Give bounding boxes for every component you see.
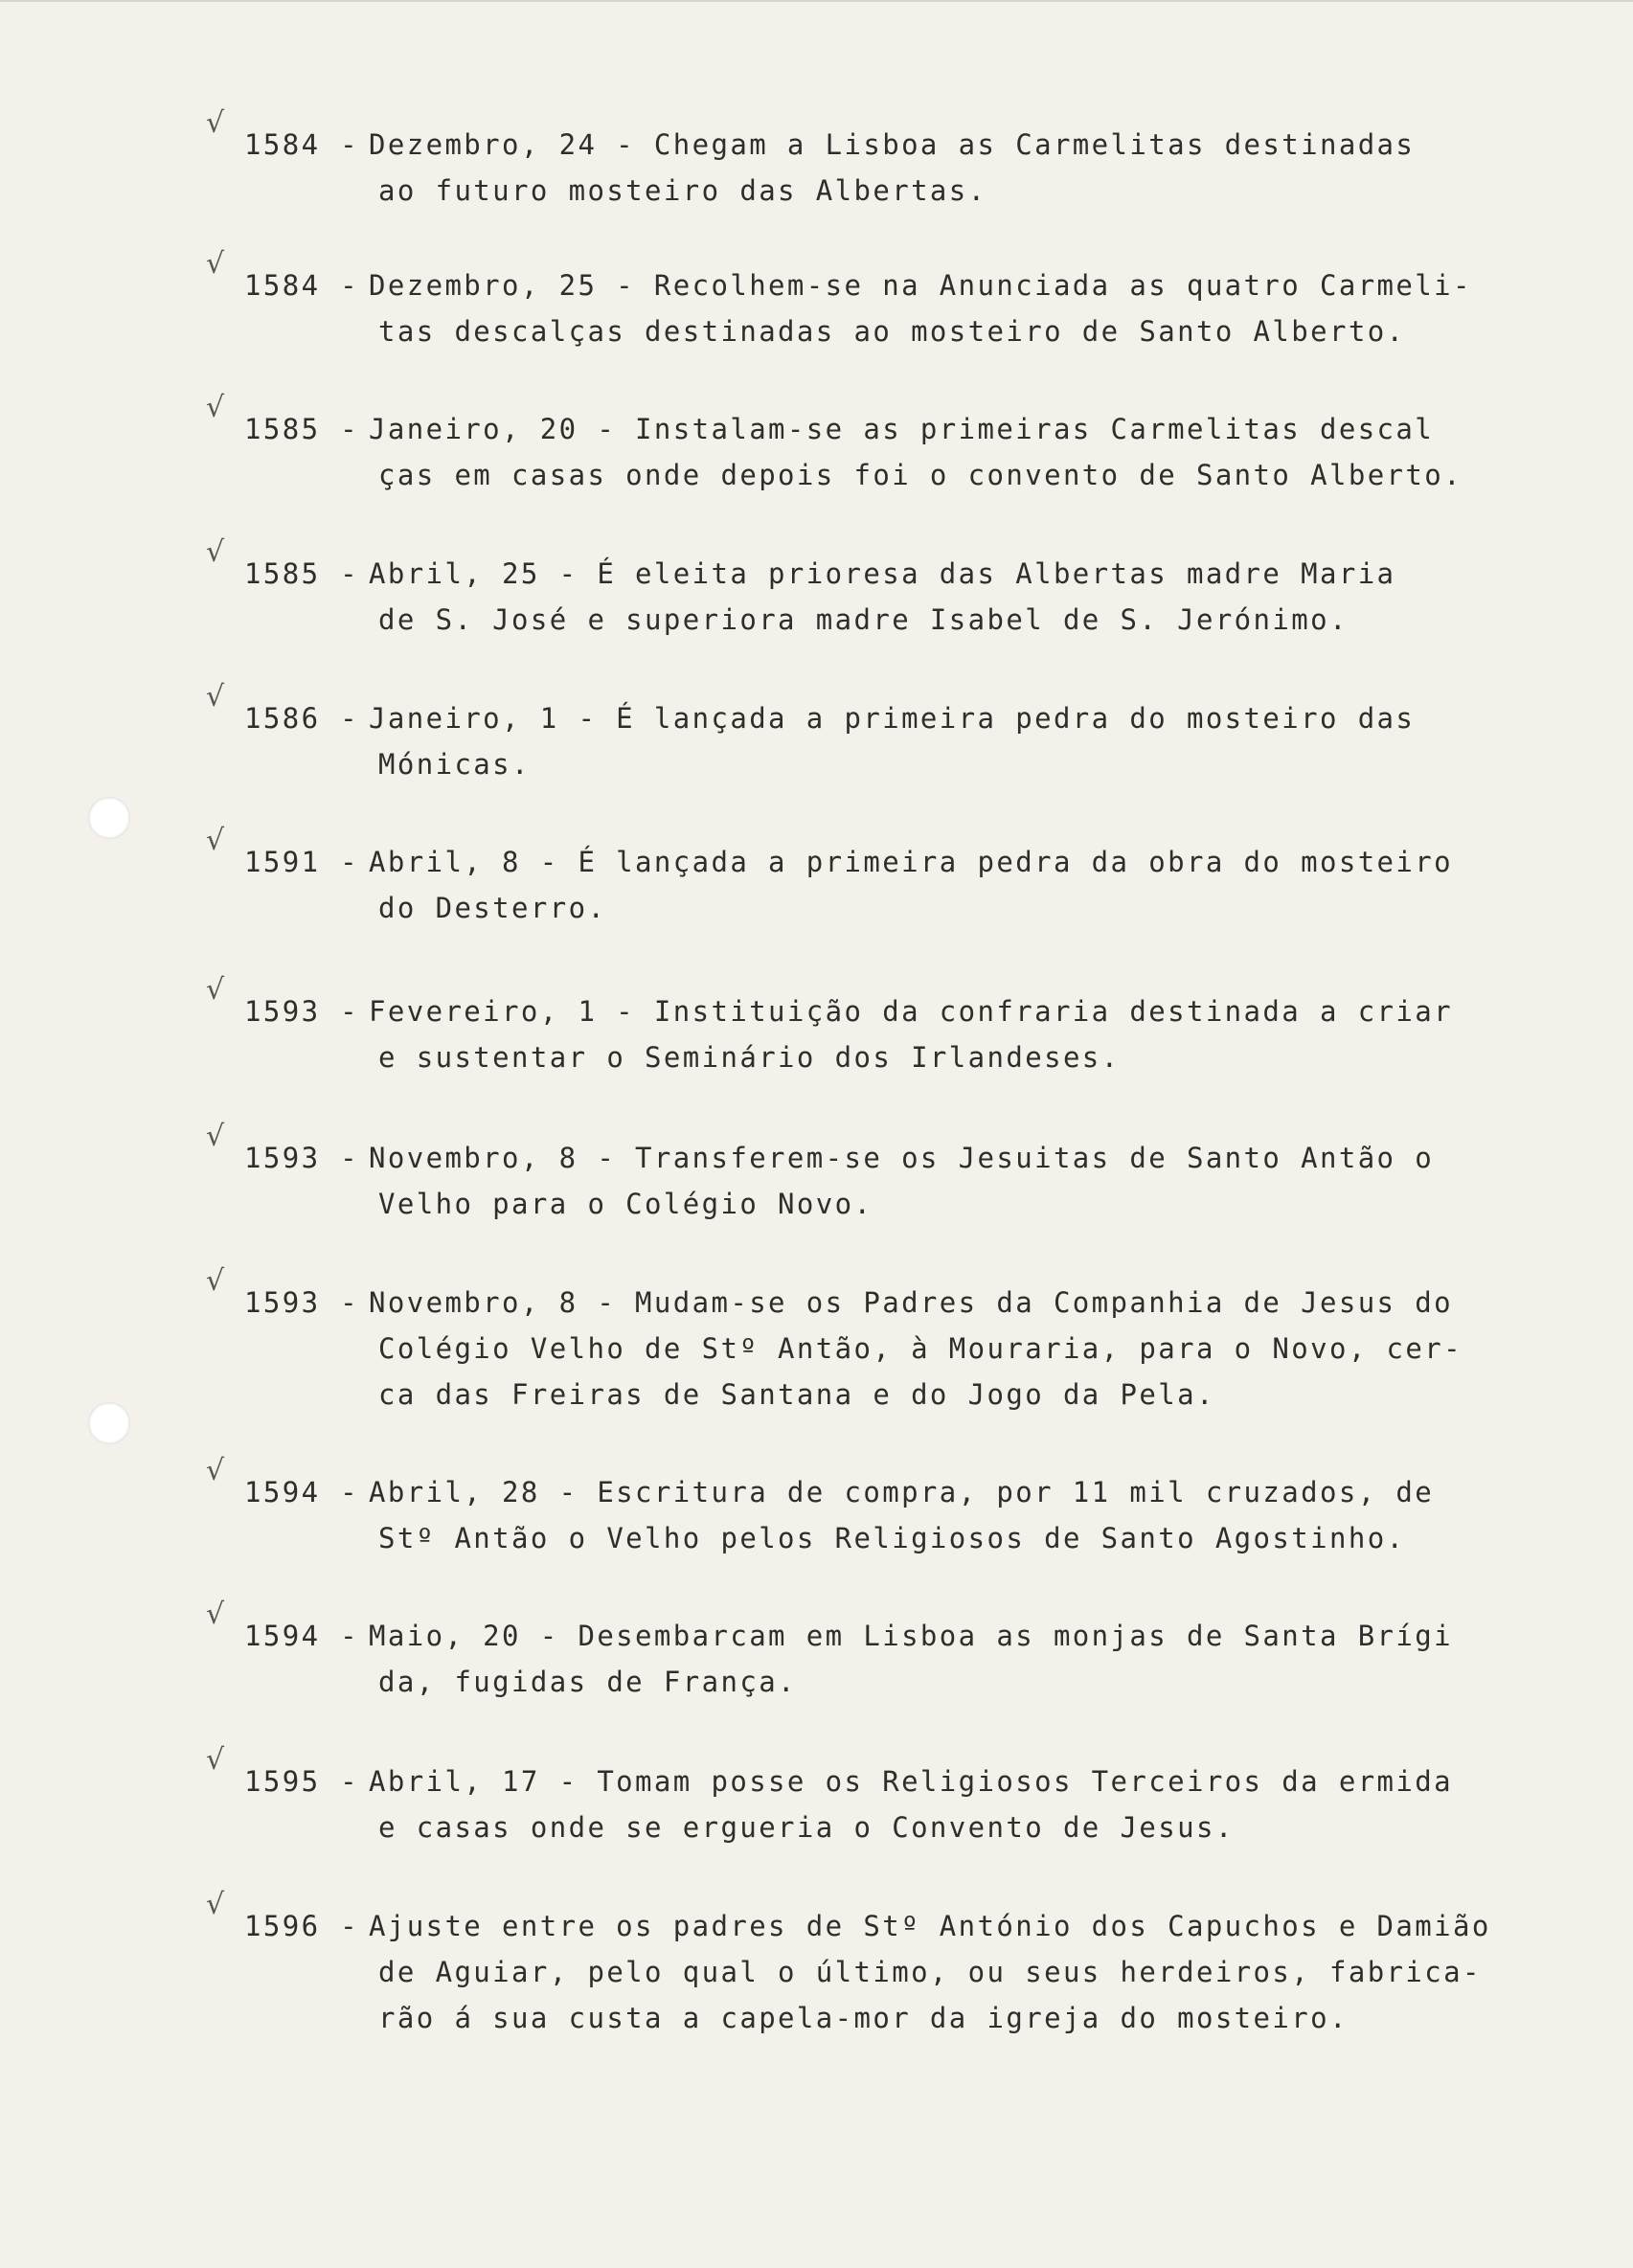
- entry-year: 1595: [244, 1765, 321, 1798]
- entry-text-line: Abril, 28 - Escritura de compra, por 11 mil cruzados, de: [369, 1476, 1435, 1508]
- entry-text-line: Abril, 17 - Tomam posse os Religiosos Terceiros da ermida: [369, 1765, 1453, 1798]
- check-mark-icon: √: [206, 1598, 225, 1631]
- entry-text-line: de S. José e superiora madre Isabel de S. Jerónimo.: [378, 603, 1349, 636]
- entry-text-line: ças em casas onde depois foi o convento de Santo Alberto.: [378, 459, 1463, 491]
- chronology-entry: √ 1585 - Janeiro, 20 - Instalam-se as primeiras Carmelitas descal ças em casas onde depois foi o convento de Santo Alberto.: [215, 406, 1528, 498]
- entry-text-line: ao futuro mosteiro das Albertas.: [378, 174, 987, 207]
- entry-text-line: e casas onde se ergueria o Convento de Jesus.: [378, 1811, 1235, 1844]
- entry-text-line: Dezembro, 25 - Recolhem-se na Anunciada as quatro Carmeli-: [369, 269, 1472, 302]
- chronology-entry: √ 1596 - Ajuste entre os padres de Stº António dos Capuchos e Damião de Aguiar, pelo qual o último, ou seus herdeiros, fabrica- rão á sua custa a capela-mor da igreja do mosteiro.: [215, 1903, 1528, 2041]
- entry-year: 1586: [244, 702, 321, 735]
- chronology-entry: √ 1591 - Abril, 8 - É lançada a primeira pedra da obra do mosteiro do Desterro.: [215, 839, 1528, 931]
- entry-year: 1591: [244, 846, 321, 878]
- chronology-entry: √ 1595 - Abril, 17 - Tomam posse os Religiosos Terceiros da ermida e casas onde se ergueria o Convento de Jesus.: [215, 1758, 1528, 1850]
- entry-text-line: Mónicas.: [378, 748, 531, 781]
- entry-year: 1594: [244, 1620, 321, 1652]
- check-mark-icon: √: [206, 1743, 225, 1777]
- chronology-entry: √ 1593 - Novembro, 8 - Mudam-se os Padres da Companhia de Jesus do Colégio Velho de Stº Antão, à Mouraria, para o Novo, cer- ca das Freiras de Santana e do Jogo da Pela.: [215, 1280, 1528, 1418]
- entry-text-line: Ajuste entre os padres de Stº António dos Capuchos e Damião: [369, 1910, 1491, 1942]
- entry-text-line: Abril, 25 - É eleita prioresa das Albertas madre Maria: [369, 557, 1396, 590]
- entry-text-line: Stº Antão o Velho pelos Religiosos de Santo Agostinho.: [378, 1522, 1406, 1554]
- check-mark-icon: √: [206, 1264, 225, 1298]
- check-mark-icon: √: [206, 824, 225, 857]
- entry-year: 1593: [244, 1142, 321, 1174]
- punch-hole: [88, 1402, 130, 1444]
- entry-text-line: Abril, 8 - É lançada a primeira pedra da obra do mosteiro: [369, 846, 1453, 878]
- check-mark-icon: √: [206, 1120, 225, 1153]
- entry-text-line: do Desterro.: [378, 892, 607, 924]
- check-mark-icon: √: [206, 391, 225, 424]
- entry-text-line: tas descalças destinadas ao mosteiro de Santo Alberto.: [378, 315, 1406, 348]
- check-mark-icon: √: [206, 1888, 225, 1921]
- entry-text-line: ca das Freiras de Santana e do Jogo da Pela.: [378, 1378, 1215, 1411]
- check-mark-icon: √: [206, 247, 225, 281]
- entry-text-line: Velho para o Colégio Novo.: [378, 1188, 873, 1220]
- chronology-entry: √ 1594 - Maio, 20 - Desembarcam em Lisboa as monjas de Santa Brígi da, fugidas de França.: [215, 1613, 1528, 1705]
- entry-year: 1584: [244, 269, 321, 302]
- entry-text-line: Maio, 20 - Desembarcam em Lisboa as monjas de Santa Brígi: [369, 1620, 1453, 1652]
- chronology-entry: √ 1593 - Fevereiro, 1 - Instituição da confraria destinada a criar e sustentar o Seminário dos Irlandeses.: [215, 988, 1528, 1080]
- entry-text-line: Janeiro, 1 - É lançada a primeira pedra do mosteiro das: [369, 702, 1416, 735]
- chronology-entry: √ 1586 - Janeiro, 1 - É lançada a primeira pedra do mosteiro das Mónicas.: [215, 695, 1528, 787]
- entry-text-line: Fevereiro, 1 - Instituição da confraria destinada a criar: [369, 995, 1453, 1028]
- entry-text-line: e sustentar o Seminário dos Irlandeses.: [378, 1041, 1121, 1074]
- entry-text-line: Colégio Velho de Stº Antão, à Mouraria, para o Novo, cer-: [378, 1332, 1463, 1365]
- chronology-entry: √ 1584 - Dezembro, 24 - Chegam a Lisboa as Carmelitas destinadas ao futuro mosteiro das Albertas.: [215, 122, 1528, 214]
- check-mark-icon: √: [206, 1454, 225, 1487]
- entry-year: 1585: [244, 413, 321, 445]
- entry-text-line: Dezembro, 24 - Chegam a Lisboa as Carmelitas destinadas: [369, 128, 1416, 161]
- entry-year: 1594: [244, 1476, 321, 1508]
- punch-hole: [88, 797, 130, 839]
- entry-text-line: rão á sua custa a capela-mor da igreja do mosteiro.: [378, 2002, 1349, 2034]
- check-mark-icon: √: [206, 973, 225, 1007]
- chronology-entry: √ 1594 - Abril, 28 - Escritura de compra, por 11 mil cruzados, de Stº Antão o Velho pelos Religiosos de Santo Agostinho.: [215, 1469, 1528, 1561]
- entry-text-line: Novembro, 8 - Transferem-se os Jesuitas de Santo Antão o: [369, 1142, 1435, 1174]
- entry-year: 1593: [244, 1286, 321, 1319]
- check-mark-icon: √: [206, 680, 225, 714]
- chronology-entry: √ 1593 - Novembro, 8 - Transferem-se os Jesuitas de Santo Antão o Velho para o Colégio Novo.: [215, 1135, 1528, 1227]
- entry-year: 1596: [244, 1910, 321, 1942]
- check-mark-icon: √: [206, 106, 225, 140]
- entry-text-line: da, fugidas de França.: [378, 1666, 797, 1698]
- entry-text-line: de Aguiar, pelo qual o último, ou seus herdeiros, fabrica-: [378, 1956, 1482, 1988]
- entry-year: 1593: [244, 995, 321, 1028]
- chronology-entry: √ 1584 - Dezembro, 25 - Recolhem-se na Anunciada as quatro Carmeli- tas descalças destinadas ao mosteiro de Santo Alberto.: [215, 262, 1528, 354]
- chronology-entry: √ 1585 - Abril, 25 - É eleita prioresa das Albertas madre Maria de S. José e superiora madre Isabel de S. Jerónimo.: [215, 551, 1528, 643]
- check-mark-icon: √: [206, 535, 225, 569]
- entry-year: 1584: [244, 128, 321, 161]
- entry-text-line: Novembro, 8 - Mudam-se os Padres da Companhia de Jesus do: [369, 1286, 1453, 1319]
- entry-year: 1585: [244, 557, 321, 590]
- entry-text-line: Janeiro, 20 - Instalam-se as primeiras Carmelitas descal: [369, 413, 1435, 445]
